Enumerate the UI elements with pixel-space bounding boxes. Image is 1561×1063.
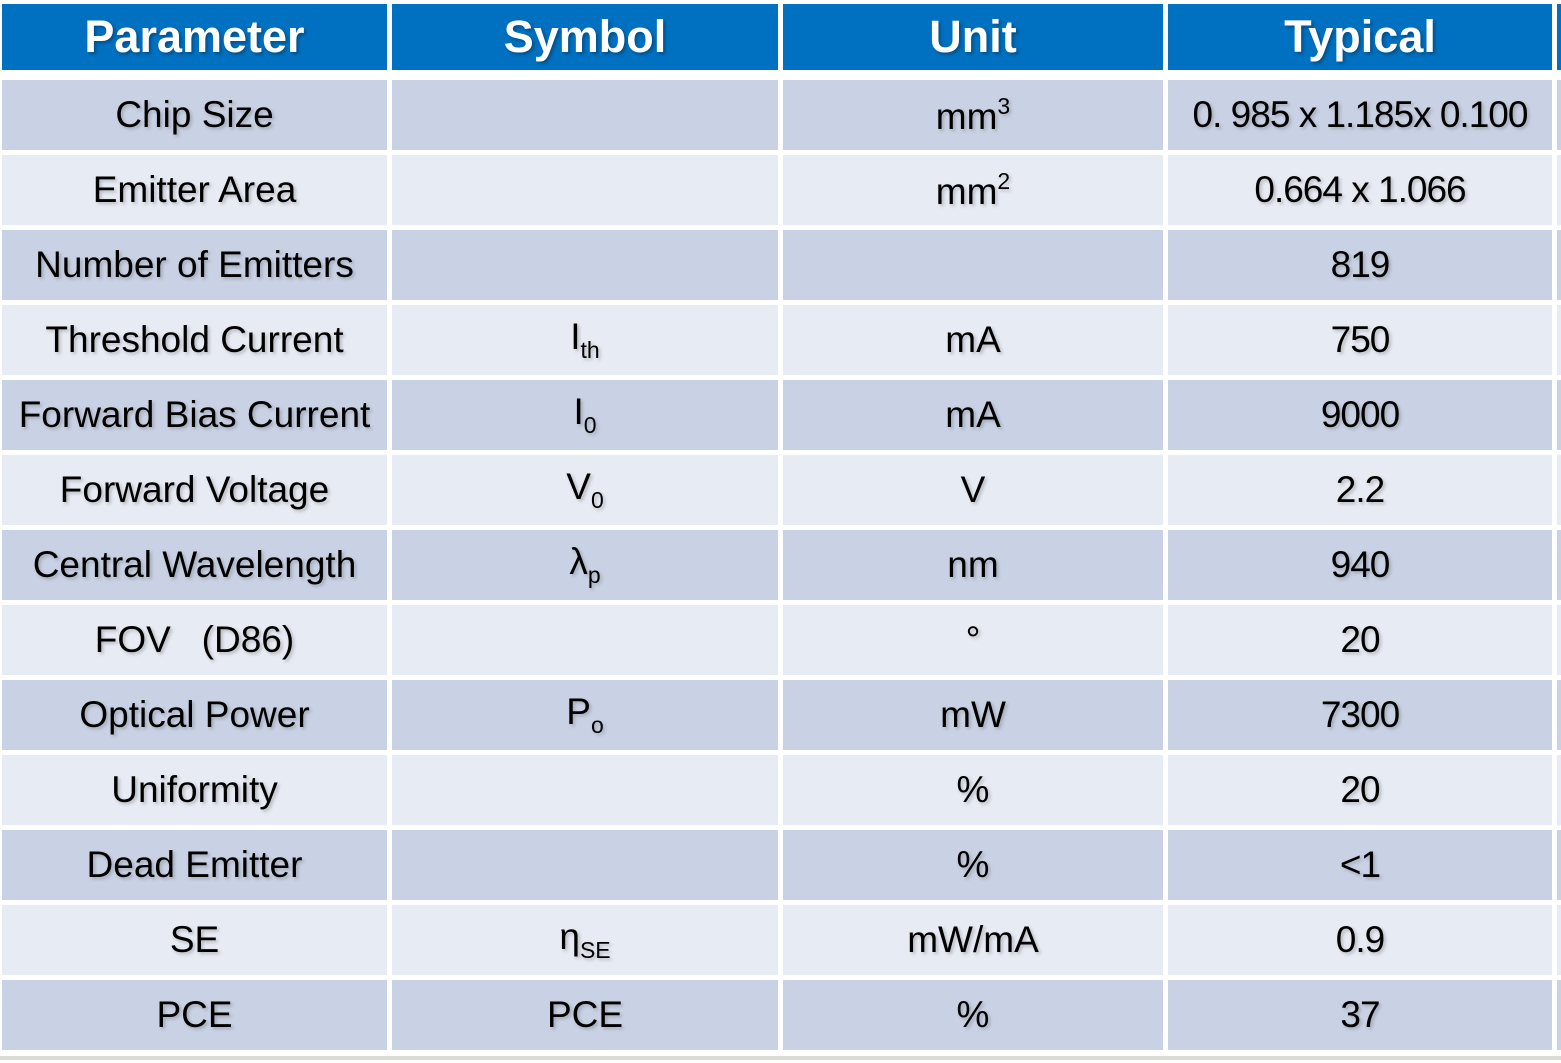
typical-cell: 37 xyxy=(1168,980,1552,1050)
typical-cell: 20 xyxy=(1168,755,1552,825)
unit-cell xyxy=(783,455,1163,525)
table-row xyxy=(2,605,1552,675)
parameter-cell: FOV (D86) xyxy=(2,605,387,675)
table-row xyxy=(2,680,1552,750)
strip-row-cell xyxy=(1557,830,1561,900)
unit-base: % xyxy=(956,844,990,885)
typical-cell: 2.2 xyxy=(1168,455,1552,525)
column-header-parameter: Parameter xyxy=(2,4,387,75)
strip-row-cell xyxy=(1557,530,1561,600)
column-header-symbol: Symbol xyxy=(392,4,778,75)
unit-superscript: 2 xyxy=(997,167,1011,194)
strip-row-cell xyxy=(1557,305,1561,375)
symbol-subscript: 0 xyxy=(583,412,597,438)
strip-row-cell xyxy=(1557,80,1561,150)
symbol-subscript: th xyxy=(580,337,600,363)
typical-cell: 20 xyxy=(1168,605,1552,675)
parameter-cell: Optical Power xyxy=(2,680,387,750)
symbol-subscript: o xyxy=(590,712,604,738)
unit-base: % xyxy=(956,769,990,810)
table-row xyxy=(2,230,1552,300)
symbol-cell xyxy=(392,905,778,975)
unit-base: nm xyxy=(947,544,999,585)
column-header-unit: Unit xyxy=(783,4,1163,75)
symbol-base: λ xyxy=(569,541,588,582)
parameter-cell: Dead Emitter xyxy=(2,830,387,900)
strip-row-cell xyxy=(1557,455,1561,525)
typical-cell: 0.664 x 1.066 xyxy=(1168,155,1552,225)
table-row xyxy=(2,380,1552,450)
strip-row-cell xyxy=(1557,755,1561,825)
symbol-base: P xyxy=(566,691,591,732)
unit-cell xyxy=(783,155,1163,225)
symbol-cell xyxy=(392,230,778,300)
symbol-subscript: p xyxy=(587,562,601,588)
symbol-cell xyxy=(392,80,778,150)
unit-cell xyxy=(783,680,1163,750)
typical-cell: <1 xyxy=(1168,830,1552,900)
unit-base: mW/mA xyxy=(907,919,1039,960)
parameter-cell: Forward Bias Current xyxy=(2,380,387,450)
symbol-base: I xyxy=(570,316,581,357)
strip-row-cell xyxy=(1557,380,1561,450)
unit-cell xyxy=(783,830,1163,900)
parameter-cell: PCE xyxy=(2,980,387,1050)
typical-cell: 0.9 xyxy=(1168,905,1552,975)
unit-cell xyxy=(783,605,1163,675)
parameter-cell: Threshold Current xyxy=(2,305,387,375)
table-row xyxy=(2,830,1552,900)
unit-cell xyxy=(783,80,1163,150)
symbol-cell xyxy=(392,530,778,600)
symbol-cell xyxy=(392,380,778,450)
unit-base: mm xyxy=(935,170,998,212)
typical-cell: 0. 985 x 1.185x 0.100 xyxy=(1168,80,1552,150)
parameter-cell: SE xyxy=(2,905,387,975)
cropped-column-strip xyxy=(1557,4,1561,1055)
unit-base: mm xyxy=(935,95,998,137)
symbol-base: η xyxy=(559,916,580,957)
unit-cell xyxy=(783,305,1163,375)
strip-row-cell xyxy=(1557,605,1561,675)
table-row xyxy=(2,155,1552,225)
strip-row-cell xyxy=(1557,905,1561,975)
symbol-base: PCE xyxy=(546,994,624,1035)
table-bottom-edge xyxy=(0,1056,1561,1060)
parameter-cell: Uniformity xyxy=(2,755,387,825)
typical-cell: 940 xyxy=(1168,530,1552,600)
parameter-cell: Central Wavelength xyxy=(2,530,387,600)
symbol-subscript: SE xyxy=(579,937,611,963)
table-row xyxy=(2,530,1552,600)
symbol-cell xyxy=(392,305,778,375)
unit-base: ° xyxy=(965,619,981,660)
strip-row-cell xyxy=(1557,680,1561,750)
table-header-row xyxy=(2,4,1552,75)
typical-cell: 9000 xyxy=(1168,380,1552,450)
table-row xyxy=(2,305,1552,375)
strip-row-cell xyxy=(1557,155,1561,225)
unit-cell xyxy=(783,755,1163,825)
table-row xyxy=(2,980,1552,1050)
symbol-cell xyxy=(392,980,778,1050)
unit-cell xyxy=(783,380,1163,450)
unit-superscript: 3 xyxy=(997,92,1011,119)
unit-cell xyxy=(783,230,1163,300)
strip-row-cell xyxy=(1557,230,1561,300)
column-header-typical: Typical xyxy=(1168,4,1552,75)
unit-cell xyxy=(783,530,1163,600)
symbol-cell xyxy=(392,605,778,675)
strip-row-cell xyxy=(1557,980,1561,1050)
symbol-cell xyxy=(392,830,778,900)
typical-cell: 819 xyxy=(1168,230,1552,300)
symbol-cell xyxy=(392,755,778,825)
symbol-base: V xyxy=(566,466,591,507)
unit-cell xyxy=(783,980,1163,1050)
typical-cell: 750 xyxy=(1168,305,1552,375)
unit-base: % xyxy=(956,994,990,1035)
symbol-base: I xyxy=(573,391,584,432)
strip-header-cell xyxy=(1557,4,1561,70)
symbol-subscript: 0 xyxy=(590,487,604,513)
parameter-cell: Forward Voltage xyxy=(2,455,387,525)
symbol-cell xyxy=(392,680,778,750)
typical-cell: 7300 xyxy=(1168,680,1552,750)
unit-base: mA xyxy=(945,319,1001,360)
table-row xyxy=(2,80,1552,150)
unit-base: V xyxy=(960,469,986,510)
symbol-cell xyxy=(392,155,778,225)
spec-table-body xyxy=(2,80,1552,1050)
parameter-cell: Emitter Area xyxy=(2,155,387,225)
parameter-cell: Number of Emitters xyxy=(2,230,387,300)
symbol-cell xyxy=(392,455,778,525)
unit-cell xyxy=(783,905,1163,975)
unit-base: mA xyxy=(945,394,1001,435)
table-row xyxy=(2,455,1552,525)
unit-base: mW xyxy=(940,694,1006,735)
parameter-cell: Chip Size xyxy=(2,80,387,150)
table-row xyxy=(2,755,1552,825)
table-row xyxy=(2,905,1552,975)
